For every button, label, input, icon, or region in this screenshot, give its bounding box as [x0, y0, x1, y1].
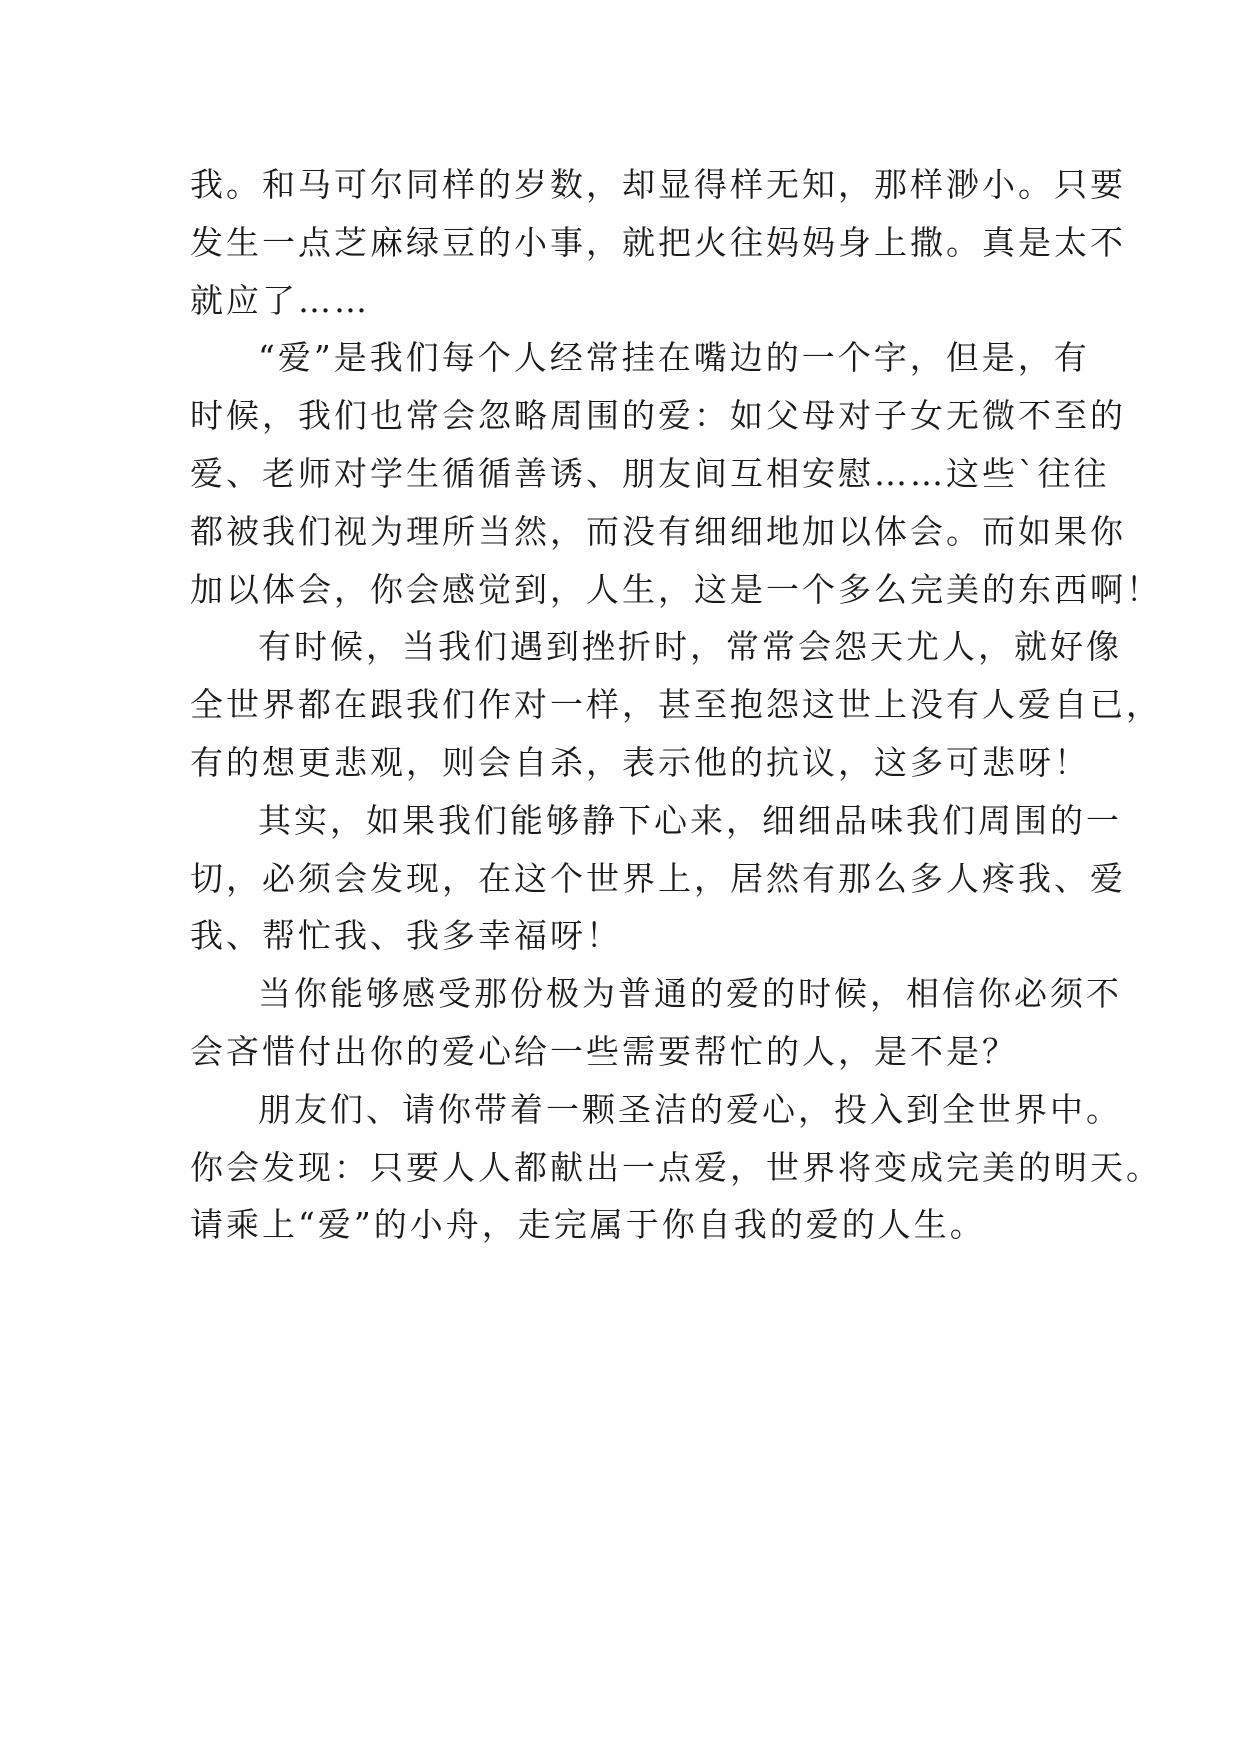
document-body [190, 156, 1162, 1254]
text-line: 我、帮忙我、我多幸福呀！ [190, 916, 622, 956]
paragraph-5 [190, 965, 1122, 1081]
text-line: 爱、老师对学生循循善诱、朋友间互相安慰……这些`往往 [190, 453, 1110, 493]
text-line: 时候，我们也常会忽略周围的爱：如父母对子女无微不至的 [190, 396, 1126, 436]
text-line: 会吝惜付出你的爱心给一些需要帮忙的人，是不是？ [190, 1031, 1018, 1071]
text-line: 有时候，当我们遇到挫折时，常常会怨天尤人，就好像 [258, 627, 1122, 667]
text-line: 都被我们视为理所当然，而没有细细地加以体会。而如果你 [190, 511, 1126, 551]
text-line: 加以体会，你会感觉到，人生，这是一个多么完美的东西啊！ [190, 569, 1162, 609]
paragraph-2 [190, 329, 1162, 618]
text-line: 请乘上“爱”的小舟，走完属于你自我的爱的人生。 [190, 1205, 986, 1245]
paragraph-3 [190, 618, 1162, 791]
paragraph-6 [190, 1081, 1162, 1254]
paragraph-1 [190, 156, 1126, 329]
text-line: 其实，如果我们能够静下心来，细细品味我们周围的一 [258, 800, 1122, 840]
text-line: 你会发现：只要人人都献出一点爱，世界将变成完美的明天。 [190, 1147, 1162, 1187]
text-line: 发生一点芝麻绿豆的小事，就把火往妈妈身上撒。真是太不 [190, 222, 1126, 262]
text-line: 有的想更悲观，则会自杀，表示他的抗议，这多可悲呀！ [190, 742, 1090, 782]
paragraph-4 [190, 792, 1126, 965]
text-line: 我。和马可尔同样的岁数，却显得样无知，那样渺小。只要 [190, 165, 1126, 204]
text-line: 朋友们、请你带着一颗圣洁的爱心，投入到全世界中。 [258, 1089, 1122, 1129]
text-line: 就应了…… [190, 280, 370, 320]
text-line: 全世界都在跟我们作对一样，甚至抱怨这世上没有人爱自已， [190, 685, 1162, 725]
text-line: 切，必须会发现，在这个世界上，居然有那么多人疼我、爱 [190, 858, 1126, 898]
text-line: 当你能够感受那份极为普通的爱的时候，相信你必须不 [258, 974, 1122, 1014]
text-line: “爱”是我们每个人经常挂在嘴边的一个字，但是，有 [258, 338, 1090, 378]
